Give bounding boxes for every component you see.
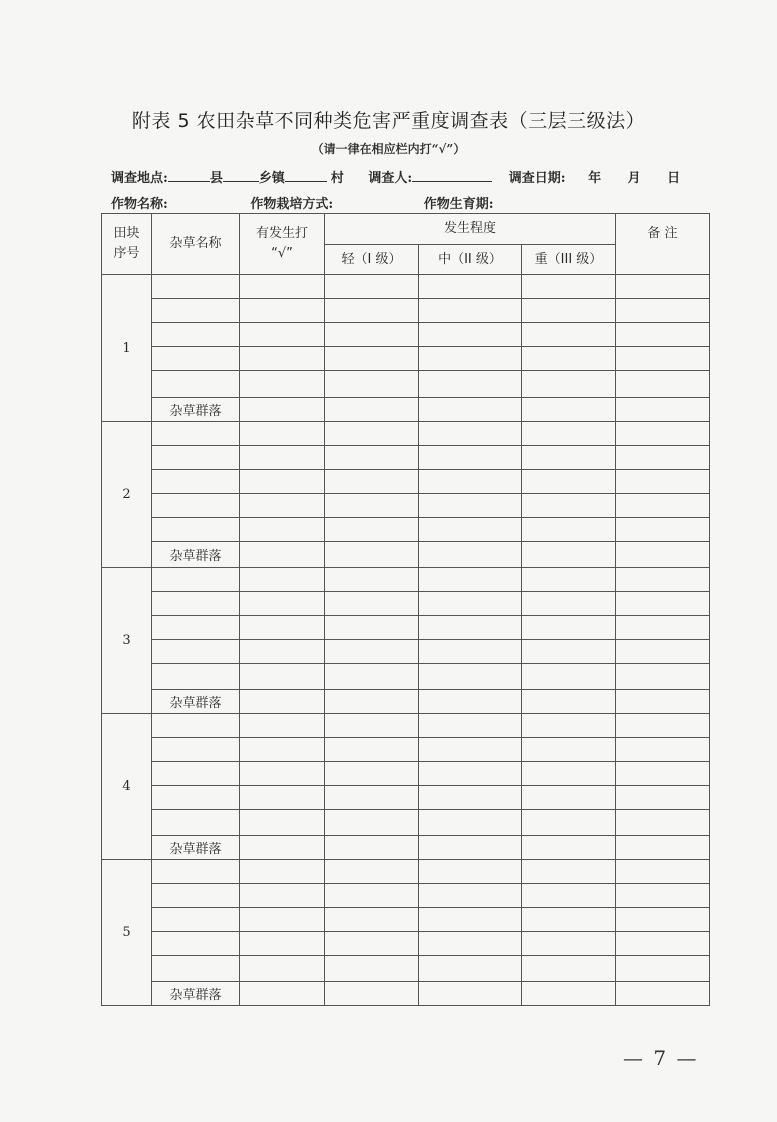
remarks-cell[interactable] <box>616 884 710 908</box>
weed-name-cell[interactable] <box>152 908 240 932</box>
remarks-cell[interactable] <box>616 738 710 762</box>
medium-cell[interactable] <box>419 275 522 299</box>
light-cell[interactable] <box>325 299 419 323</box>
remarks-cell[interactable] <box>616 860 710 884</box>
heavy-cell[interactable] <box>522 518 616 542</box>
occurrence-cell[interactable] <box>240 836 325 860</box>
light-cell[interactable] <box>325 738 419 762</box>
header-remarks: 备 注 <box>616 214 710 275</box>
table-row <box>102 592 710 616</box>
table-row <box>102 810 710 836</box>
heavy-cell[interactable] <box>522 592 616 616</box>
weed-name-cell[interactable] <box>152 762 240 786</box>
community-row <box>102 690 710 714</box>
light-cell[interactable] <box>325 884 419 908</box>
light-cell[interactable] <box>325 810 419 836</box>
remarks-cell[interactable] <box>616 494 710 518</box>
remarks-cell[interactable] <box>616 762 710 786</box>
occurrence-cell[interactable] <box>240 446 325 470</box>
date-label: 调查日期: <box>508 171 566 186</box>
weed-community-label: 杂草群落 <box>152 542 240 568</box>
table-row <box>102 494 710 518</box>
table-row <box>102 738 710 762</box>
medium-cell[interactable] <box>419 616 522 640</box>
remarks-cell[interactable] <box>616 616 710 640</box>
weed-name-cell[interactable] <box>152 275 240 299</box>
weed-name-cell[interactable] <box>152 347 240 371</box>
remarks-cell[interactable] <box>616 347 710 371</box>
remarks-cell[interactable] <box>616 422 710 446</box>
medium-cell[interactable] <box>419 640 522 664</box>
light-cell[interactable] <box>325 690 419 714</box>
investigator-blank[interactable] <box>412 168 492 182</box>
weed-community-label: 杂草群落 <box>152 690 240 714</box>
medium-cell[interactable] <box>419 371 522 398</box>
heavy-cell[interactable] <box>522 762 616 786</box>
plot-number: 1 <box>102 275 152 422</box>
header-heavy: 重（III 级） <box>522 245 616 275</box>
table-row <box>102 714 710 738</box>
table-row <box>102 860 710 884</box>
medium-cell[interactable] <box>419 664 522 690</box>
table-row <box>102 664 710 690</box>
header-light: 轻（I 级） <box>325 245 419 275</box>
light-cell[interactable] <box>325 275 419 299</box>
occurrence-cell[interactable] <box>240 494 325 518</box>
table-row <box>102 568 710 592</box>
occurrence-cell[interactable] <box>240 518 325 542</box>
medium-cell[interactable] <box>419 592 522 616</box>
weed-name-cell[interactable] <box>152 518 240 542</box>
plot-number: 5 <box>102 860 152 1006</box>
heavy-cell[interactable] <box>522 982 616 1006</box>
medium-cell[interactable] <box>419 542 522 568</box>
year-label: 年 <box>588 171 602 186</box>
weed-name-cell[interactable] <box>152 299 240 323</box>
remarks-cell[interactable] <box>616 956 710 982</box>
weed-name-cell[interactable] <box>152 786 240 810</box>
medium-cell[interactable] <box>419 347 522 371</box>
table-row <box>102 616 710 640</box>
occurrence-cell[interactable] <box>240 664 325 690</box>
light-cell[interactable] <box>325 592 419 616</box>
medium-cell[interactable] <box>419 810 522 836</box>
heavy-cell[interactable] <box>522 347 616 371</box>
survey-table <box>101 213 710 1006</box>
remarks-cell[interactable] <box>616 640 710 664</box>
weed-name-cell[interactable] <box>152 860 240 884</box>
medium-cell[interactable] <box>419 323 522 347</box>
light-cell[interactable] <box>325 568 419 592</box>
heavy-cell[interactable] <box>522 690 616 714</box>
medium-cell[interactable] <box>419 568 522 592</box>
plot-number: 3 <box>102 568 152 714</box>
location-blank[interactable] <box>168 168 210 182</box>
light-cell[interactable] <box>325 836 419 860</box>
table-row <box>102 518 710 542</box>
light-cell[interactable] <box>325 518 419 542</box>
remarks-cell[interactable] <box>616 810 710 836</box>
light-cell[interactable] <box>325 908 419 932</box>
light-cell[interactable] <box>325 371 419 398</box>
remarks-cell[interactable] <box>616 592 710 616</box>
weed-community-label: 杂草群落 <box>152 982 240 1006</box>
weed-name-cell[interactable] <box>152 616 240 640</box>
investigator-label: 调查人: <box>368 171 413 186</box>
medium-cell[interactable] <box>419 982 522 1006</box>
heavy-cell[interactable] <box>522 908 616 932</box>
weed-name-cell[interactable] <box>152 323 240 347</box>
heavy-cell[interactable] <box>522 786 616 810</box>
heavy-cell[interactable] <box>522 810 616 836</box>
remarks-cell[interactable] <box>616 982 710 1006</box>
occurrence-cell[interactable] <box>240 616 325 640</box>
heavy-cell[interactable] <box>522 714 616 738</box>
heavy-cell[interactable] <box>522 616 616 640</box>
occurrence-cell[interactable] <box>240 738 325 762</box>
occurrence-cell[interactable] <box>240 347 325 371</box>
light-cell[interactable] <box>325 932 419 956</box>
weed-community-label: 杂草群落 <box>152 836 240 860</box>
occurrence-cell[interactable] <box>240 275 325 299</box>
heavy-cell[interactable] <box>522 299 616 323</box>
light-cell[interactable] <box>325 714 419 738</box>
remarks-cell[interactable] <box>616 371 710 398</box>
remarks-cell[interactable] <box>616 323 710 347</box>
page-title: 附表 5 农田杂草不同种类危害严重度调查表（三层三级法） <box>131 110 646 132</box>
weed-name-cell[interactable] <box>152 446 240 470</box>
header-severity: 发生程度 <box>325 214 616 245</box>
weed-community-label: 杂草群落 <box>152 398 240 422</box>
weed-name-cell[interactable] <box>152 956 240 982</box>
weed-name-cell[interactable] <box>152 494 240 518</box>
page-number: — 7 — <box>623 1046 699 1070</box>
occurrence-cell[interactable] <box>240 762 325 786</box>
header-plot-no: 田块 序号 <box>102 214 152 275</box>
remarks-cell[interactable] <box>616 836 710 860</box>
remarks-cell[interactable] <box>616 470 710 494</box>
medium-cell[interactable] <box>419 446 522 470</box>
township-blank[interactable] <box>285 168 327 182</box>
medium-cell[interactable] <box>419 714 522 738</box>
remarks-cell[interactable] <box>616 518 710 542</box>
medium-cell[interactable] <box>419 956 522 982</box>
medium-cell[interactable] <box>419 398 522 422</box>
heavy-cell[interactable] <box>522 470 616 494</box>
info-line-crop <box>111 193 494 212</box>
remarks-cell[interactable] <box>616 786 710 810</box>
occurrence-cell[interactable] <box>240 323 325 347</box>
occurrence-cell[interactable] <box>240 422 325 446</box>
occurrence-cell[interactable] <box>240 884 325 908</box>
header-occurrence: 有发生打 “√” <box>240 214 325 275</box>
light-cell[interactable] <box>325 956 419 982</box>
heavy-cell[interactable] <box>522 738 616 762</box>
header-weed-name: 杂草名称 <box>152 214 240 275</box>
remarks-cell[interactable] <box>616 690 710 714</box>
table-row <box>102 908 710 932</box>
heavy-cell[interactable] <box>522 956 616 982</box>
table-row <box>102 470 710 494</box>
remarks-cell[interactable] <box>616 542 710 568</box>
table-row <box>102 786 710 810</box>
occurrence-cell[interactable] <box>240 592 325 616</box>
medium-cell[interactable] <box>419 299 522 323</box>
weed-name-cell[interactable] <box>152 640 240 664</box>
township-label: 乡镇 <box>258 171 285 186</box>
table-row <box>102 640 710 664</box>
light-cell[interactable] <box>325 494 419 518</box>
table-row <box>102 422 710 446</box>
remarks-cell[interactable] <box>616 398 710 422</box>
occurrence-cell[interactable] <box>240 982 325 1006</box>
heavy-cell[interactable] <box>522 398 616 422</box>
occurrence-cell[interactable] <box>240 956 325 982</box>
light-cell[interactable] <box>325 664 419 690</box>
heavy-cell[interactable] <box>522 664 616 690</box>
occurrence-cell[interactable] <box>240 786 325 810</box>
weed-name-cell[interactable] <box>152 884 240 908</box>
light-cell[interactable] <box>325 982 419 1006</box>
medium-cell[interactable] <box>419 738 522 762</box>
plot-number: 2 <box>102 422 152 568</box>
weed-name-cell[interactable] <box>152 810 240 836</box>
county-blank[interactable] <box>223 168 259 182</box>
occurrence-cell[interactable] <box>240 371 325 398</box>
heavy-cell[interactable] <box>522 446 616 470</box>
occurrence-cell[interactable] <box>240 690 325 714</box>
medium-cell[interactable] <box>419 860 522 884</box>
heavy-cell[interactable] <box>522 640 616 664</box>
weed-name-cell[interactable] <box>152 714 240 738</box>
light-cell[interactable] <box>325 860 419 884</box>
table-row <box>102 762 710 786</box>
remarks-cell[interactable] <box>616 568 710 592</box>
weed-name-cell[interactable] <box>152 592 240 616</box>
medium-cell[interactable] <box>419 690 522 714</box>
heavy-cell[interactable] <box>522 275 616 299</box>
table-row <box>102 275 710 299</box>
light-cell[interactable] <box>325 616 419 640</box>
table-row <box>102 371 710 398</box>
light-cell[interactable] <box>325 542 419 568</box>
heavy-cell[interactable] <box>522 860 616 884</box>
occurrence-cell[interactable] <box>240 714 325 738</box>
light-cell[interactable] <box>325 347 419 371</box>
crop-name-label: 作物名称: <box>111 197 168 212</box>
medium-cell[interactable] <box>419 908 522 932</box>
weed-name-cell[interactable] <box>152 422 240 446</box>
occurrence-cell[interactable] <box>240 908 325 932</box>
heavy-cell[interactable] <box>522 371 616 398</box>
occurrence-cell[interactable] <box>240 810 325 836</box>
medium-cell[interactable] <box>419 884 522 908</box>
community-row <box>102 982 710 1006</box>
weed-name-cell[interactable] <box>152 470 240 494</box>
medium-cell[interactable] <box>419 762 522 786</box>
table-row <box>102 956 710 982</box>
light-cell[interactable] <box>325 786 419 810</box>
weed-name-cell[interactable] <box>152 664 240 690</box>
weed-name-cell[interactable] <box>152 738 240 762</box>
table-row <box>102 323 710 347</box>
remarks-cell[interactable] <box>616 299 710 323</box>
occurrence-cell[interactable] <box>240 568 325 592</box>
growth-stage-label: 作物生育期: <box>423 197 494 212</box>
occurrence-cell[interactable] <box>240 470 325 494</box>
medium-cell[interactable] <box>419 422 522 446</box>
medium-cell[interactable] <box>419 470 522 494</box>
info-line-location <box>111 167 680 186</box>
occurrence-cell[interactable] <box>240 640 325 664</box>
weed-name-cell[interactable] <box>152 568 240 592</box>
light-cell[interactable] <box>325 398 419 422</box>
light-cell[interactable] <box>325 470 419 494</box>
location-label: 调查地点: <box>111 171 168 186</box>
table-row <box>102 932 710 956</box>
heavy-cell[interactable] <box>522 568 616 592</box>
occurrence-cell[interactable] <box>240 860 325 884</box>
month-label: 月 <box>627 171 641 186</box>
heavy-cell[interactable] <box>522 542 616 568</box>
heavy-cell[interactable] <box>522 422 616 446</box>
light-cell[interactable] <box>325 762 419 786</box>
table-row <box>102 347 710 371</box>
remarks-cell[interactable] <box>616 446 710 470</box>
medium-cell[interactable] <box>419 494 522 518</box>
weed-name-cell[interactable] <box>152 932 240 956</box>
community-row <box>102 398 710 422</box>
remarks-cell[interactable] <box>616 275 710 299</box>
medium-cell[interactable] <box>419 786 522 810</box>
heavy-cell[interactable] <box>522 494 616 518</box>
village-label: 村 <box>330 171 344 186</box>
light-cell[interactable] <box>325 640 419 664</box>
light-cell[interactable] <box>325 446 419 470</box>
occurrence-cell[interactable] <box>240 398 325 422</box>
heavy-cell[interactable] <box>522 323 616 347</box>
day-label: 日 <box>667 171 681 186</box>
medium-cell[interactable] <box>419 518 522 542</box>
medium-cell[interactable] <box>419 836 522 860</box>
page-subtitle: （请一律在相应栏内打“√”） <box>311 142 466 156</box>
cultivation-label: 作物栽培方式: <box>250 197 334 212</box>
header-medium: 中（II 级） <box>419 245 522 275</box>
occurrence-cell[interactable] <box>240 299 325 323</box>
heavy-cell[interactable] <box>522 932 616 956</box>
table-row <box>102 884 710 908</box>
county-label: 县 <box>209 171 223 186</box>
table-body <box>102 275 710 1006</box>
heavy-cell[interactable] <box>522 836 616 860</box>
community-row <box>102 836 710 860</box>
table-row <box>102 446 710 470</box>
remarks-cell[interactable] <box>616 664 710 690</box>
light-cell[interactable] <box>325 422 419 446</box>
remarks-cell[interactable] <box>616 714 710 738</box>
community-row <box>102 542 710 568</box>
plot-number: 4 <box>102 714 152 860</box>
occurrence-cell[interactable] <box>240 932 325 956</box>
weed-name-cell[interactable] <box>152 371 240 398</box>
remarks-cell[interactable] <box>616 932 710 956</box>
table-row <box>102 299 710 323</box>
occurrence-cell[interactable] <box>240 542 325 568</box>
remarks-cell[interactable] <box>616 908 710 932</box>
light-cell[interactable] <box>325 323 419 347</box>
heavy-cell[interactable] <box>522 884 616 908</box>
medium-cell[interactable] <box>419 932 522 956</box>
